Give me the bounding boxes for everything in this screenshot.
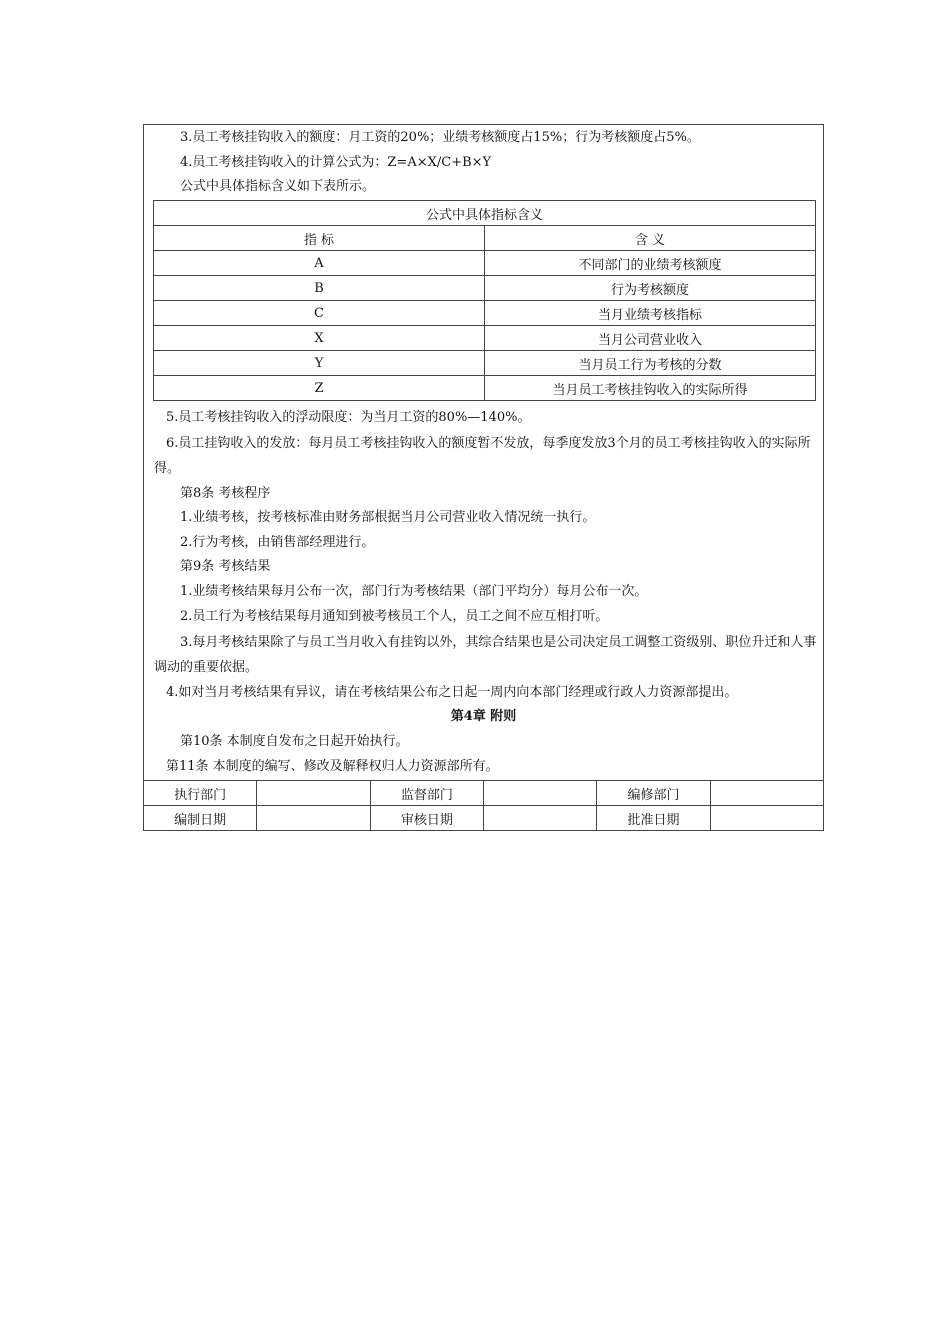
cell-index: Y	[154, 351, 485, 376]
label-supervising-dept: 监督部门	[370, 781, 483, 806]
cell-index: B	[154, 276, 485, 301]
value-compile-date[interactable]	[257, 806, 370, 831]
header-meaning: 含 义	[485, 226, 816, 251]
value-editing-dept[interactable]	[710, 781, 823, 806]
paragraph-5: 5.员工考核挂钩收入的浮动限度：为当月工资的80%—140%。	[166, 410, 531, 425]
paragraph-4: 4.员工考核挂钩收入的计算公式为：Z=A×X/C+B×Y	[180, 155, 492, 170]
article-11: 第11条 本制度的编写、修改及解释权归人力资源部所有。	[166, 759, 499, 774]
label-review-date: 审核日期	[370, 806, 483, 831]
chapter-4-heading: 第4章 附则	[450, 709, 517, 724]
cell-meaning: 当月业绩考核指标	[485, 301, 816, 326]
label-approval-date: 批准日期	[597, 806, 710, 831]
approval-table	[143, 780, 824, 831]
label-executing-dept: 执行部门	[144, 781, 257, 806]
index-table	[153, 200, 816, 401]
table-row	[154, 301, 816, 326]
cell-meaning: 当月员工考核挂钩收入的实际所得	[485, 376, 816, 401]
article-9-item-4: 4.如对当月考核结果有异议，请在考核结果公布之日起一周内向本部门经理或行政人力资源部提出。	[166, 685, 738, 700]
cell-meaning: 行为考核额度	[485, 276, 816, 301]
cell-index: C	[154, 301, 485, 326]
article-8-title: 第8条 考核程序	[180, 486, 271, 501]
label-compile-date: 编制日期	[144, 806, 257, 831]
header-index: 指 标	[154, 226, 485, 251]
table-caption: 公式中具体指标含义	[154, 201, 816, 226]
label-editing-dept: 编修部门	[597, 781, 710, 806]
paragraph-3: 3.员工考核挂钩收入的额度：月工资的20%；业绩考核额度占15%；行为考核额度占5%。	[180, 130, 700, 145]
paragraph-6: 6.员工挂钩收入的发放：每月员工考核挂钩收入的额度暂不发放，每季度发放3个月的员工考核挂钩收入的实际所得。	[154, 436, 811, 476]
article-8-item-2: 2.行为考核，由销售部经理进行。	[180, 535, 375, 550]
document-frame	[143, 124, 824, 831]
table-row	[154, 326, 816, 351]
table-row	[154, 276, 816, 301]
cell-meaning: 当月公司营业收入	[485, 326, 816, 351]
value-executing-dept[interactable]	[257, 781, 370, 806]
article-9-item-3: 3.每月考核结果除了与员工当月收入有挂钩以外，其综合结果也是公司决定员工调整工资级别、职位升迁和人事调动的重要依据。	[154, 635, 817, 675]
cell-meaning: 当月员工行为考核的分数	[485, 351, 816, 376]
cell-index: X	[154, 326, 485, 351]
table-row	[154, 251, 816, 276]
article-8-item-1: 1.业绩考核，按考核标准由财务部根据当月公司营业收入情况统一执行。	[180, 510, 596, 525]
article-9-item-1: 1.业绩考核结果每月公布一次，部门行为考核结果（部门平均分）每月公布一次。	[180, 584, 648, 599]
value-review-date[interactable]	[483, 806, 596, 831]
cell-index: A	[154, 251, 485, 276]
table-row	[154, 376, 816, 401]
table-intro: 公式中具体指标含义如下表所示。	[180, 179, 376, 194]
table-row	[154, 351, 816, 376]
value-approval-date[interactable]	[710, 806, 823, 831]
value-supervising-dept[interactable]	[483, 781, 596, 806]
cell-index: Z	[154, 376, 485, 401]
article-9-title: 第9条 考核结果	[180, 559, 271, 574]
cell-meaning: 不同部门的业绩考核额度	[485, 251, 816, 276]
article-10: 第10条 本制度自发布之日起开始执行。	[180, 734, 409, 749]
article-9-item-2: 2.员工行为考核结果每月通知到被考核员工个人，员工之间不应互相打听。	[180, 609, 609, 624]
